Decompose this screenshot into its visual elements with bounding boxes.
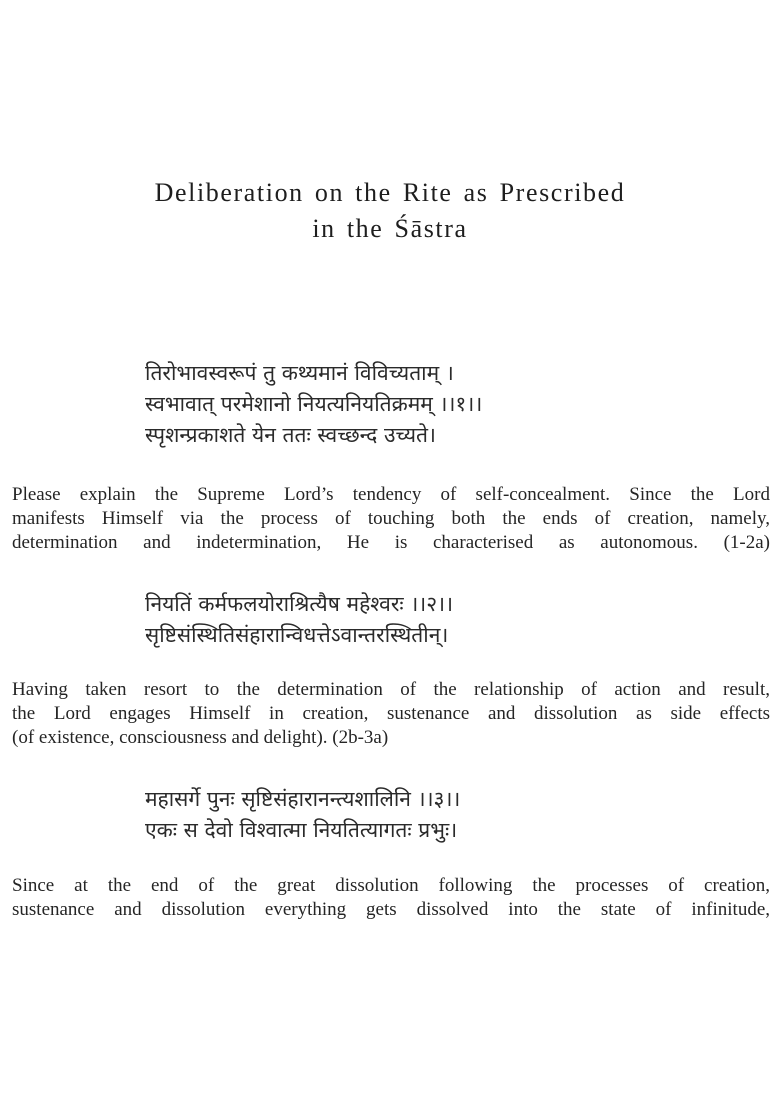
translation-paragraph-2 [12,678,770,750]
translation-line: the Lord engages Himself in creation, sustenance and dissolution as side effects [12,703,770,724]
sanskrit-verse-2 [145,589,453,651]
translation-paragraph-3 [12,874,770,922]
verse-line: सृष्टिसंस्थितिसंहारान्विधत्तेऽवान्तरस्थितीन्। [145,623,449,647]
verse-line: नियतिं कर्मफलयोराश्रित्यैष महेश्वरः ।।२।। [145,592,454,616]
translation-line: Having taken resort to the determination of the relationship of action and result, [12,679,770,700]
chapter-title-line-1: Deliberation on the Rite as Prescribed [154,178,626,207]
translation-line: manifests Himself via the process of touching both the ends of creation, namely, [12,508,770,529]
translation-line: Please explain the Supreme Lord’s tendency of self-concealment. Since the Lord [12,484,770,505]
verse-line: स्पृशन्प्रकाशते येन ततः स्वच्छन्द उच्यते। [145,423,436,447]
sanskrit-verse-1 [145,358,482,451]
translation-line: Since at the end of the great dissolution following the processes of creation, [12,875,770,896]
verse-line: महासर्गे पुनः सृष्टिसंहारानन्त्यशालिनि ।।३।। [145,787,461,811]
translation-line: (of existence, consciousness and delight). (2b-3a) [12,727,389,748]
sanskrit-verse-3 [145,784,460,846]
verse-line: तिरोभावस्वरूपं तु कथ्यमानं विविच्यताम् । [145,361,454,385]
translation-paragraph-1 [12,483,770,555]
verse-line: एकः स देवो विश्वात्मा नियतित्यागतः प्रभुः। [145,818,458,842]
translation-line: determination and indetermination, He is characterised as autonomous. (1-2a) [12,532,770,553]
chapter-title-line-2: in the Śāstra [312,214,468,243]
translation-line: sustenance and dissolution everything gets dissolved into the state of infinitude, [12,899,770,920]
verse-line: स्वभावात् परमेशानो नियत्यनियतिक्रमम् ।।१।। [145,392,483,416]
